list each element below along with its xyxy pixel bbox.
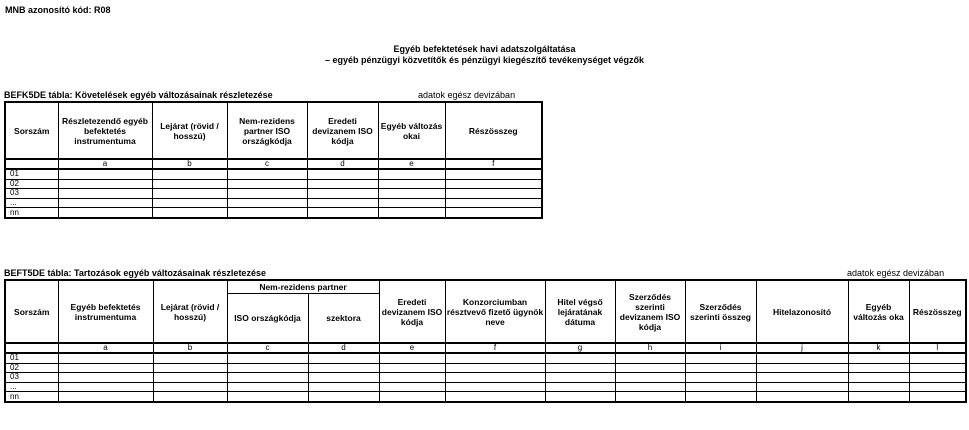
table-cell[interactable]	[58, 179, 152, 189]
t1-header-partner-iso: Nem-rezidens partner ISO országkódja	[227, 102, 307, 159]
table2-unit: adatok egész devizában	[847, 268, 945, 278]
table-cell[interactable]	[307, 208, 378, 218]
table-cell[interactable]	[615, 363, 685, 373]
t2-letter: l	[909, 343, 966, 353]
t2-header-lejarat: Lejárat (rövid / hosszú)	[153, 280, 227, 343]
table-row	[5, 363, 966, 373]
table-cell[interactable]	[227, 353, 308, 363]
table-cell[interactable]	[756, 353, 848, 363]
table-cell[interactable]	[152, 198, 227, 208]
t2-letter: j	[756, 343, 848, 353]
table1-letter-row	[5, 159, 542, 169]
table-row	[5, 189, 542, 199]
t1-letter: b	[152, 159, 227, 169]
table-cell[interactable]	[685, 353, 756, 363]
table-cell[interactable]	[685, 373, 756, 383]
table-cell[interactable]	[445, 179, 542, 189]
table-cell[interactable]	[153, 392, 227, 402]
table-cell[interactable]	[379, 392, 445, 402]
table-cell[interactable]	[378, 208, 445, 218]
table-cell[interactable]	[307, 198, 378, 208]
table-cell[interactable]	[379, 353, 445, 363]
table-cell[interactable]	[152, 169, 227, 179]
table-cell[interactable]	[545, 353, 615, 363]
table-cell[interactable]	[227, 392, 308, 402]
table-cell[interactable]	[58, 353, 153, 363]
t1-header-instrumentum: Részletezendő egyéb befektetés instrumentuma	[58, 102, 152, 159]
table-cell[interactable]	[152, 189, 227, 199]
table-row	[5, 392, 966, 402]
table-cell[interactable]	[445, 189, 542, 199]
table-cell[interactable]	[445, 353, 545, 363]
table-cell[interactable]	[756, 373, 848, 383]
table-cell[interactable]	[58, 198, 152, 208]
table-cell[interactable]	[378, 198, 445, 208]
table-row	[5, 382, 966, 392]
row-number: nn	[5, 208, 58, 218]
table2-letter-row	[5, 343, 966, 353]
table-row	[5, 169, 542, 179]
table-cell[interactable]	[227, 189, 307, 199]
table-cell[interactable]	[545, 392, 615, 402]
table-cell[interactable]	[848, 353, 909, 363]
t2-header-sorszam: Sorszám	[5, 280, 58, 343]
table-cell[interactable]	[848, 363, 909, 373]
table-cell[interactable]	[308, 373, 379, 383]
t2-letter: f	[445, 343, 545, 353]
t2-header-szerzodes-osszeg: Szerződés szerinti összeg	[685, 280, 756, 343]
t2-header-hitelazonosito: Hitelazonosító	[756, 280, 848, 343]
table-cell[interactable]	[909, 363, 966, 373]
t1-header-eredeti-deviza: Eredeti devizanem ISO kódja	[307, 102, 378, 159]
table-cell[interactable]	[227, 382, 308, 392]
table-cell[interactable]	[153, 363, 227, 373]
t2-letter: d	[308, 343, 379, 353]
table-cell[interactable]	[445, 198, 542, 208]
table-cell[interactable]	[153, 373, 227, 383]
table-cell[interactable]	[615, 353, 685, 363]
row-number: 02	[5, 363, 58, 373]
table-cell[interactable]	[227, 179, 307, 189]
table-row	[5, 179, 542, 189]
t1-letter: e	[378, 159, 445, 169]
table-cell[interactable]	[378, 179, 445, 189]
t2-letter: a	[58, 343, 153, 353]
table-cell[interactable]	[58, 373, 153, 383]
table-cell[interactable]	[58, 382, 153, 392]
table2-header-row-1	[5, 280, 966, 293]
table-cell[interactable]	[848, 373, 909, 383]
table-cell[interactable]	[378, 189, 445, 199]
table-cell[interactable]	[909, 373, 966, 383]
t1-header-reszosszeg: Részösszeg	[445, 102, 542, 159]
t1-letter	[5, 159, 58, 169]
row-number: ...	[5, 382, 58, 392]
table-cell[interactable]	[308, 363, 379, 373]
table1-header-row	[5, 102, 542, 159]
table-row	[5, 353, 966, 363]
table-cell[interactable]	[909, 353, 966, 363]
table-cell[interactable]	[615, 382, 685, 392]
row-number: nn	[5, 392, 58, 402]
table-cell[interactable]	[307, 169, 378, 179]
table-cell[interactable]	[756, 382, 848, 392]
table-cell[interactable]	[756, 392, 848, 402]
t2-letter: g	[545, 343, 615, 353]
t2-header-szerzodes-deviza: Szerződés szerinti devizanem ISO kódja	[615, 280, 685, 343]
table-cell[interactable]	[58, 392, 153, 402]
t2-letter	[5, 343, 58, 353]
table-cell[interactable]	[307, 189, 378, 199]
t2-letter: h	[615, 343, 685, 353]
table-cell[interactable]	[308, 392, 379, 402]
table2-desc: Tartozások egyéb változásainak részletezése	[74, 268, 266, 278]
t1-header-valtozas-okai: Egyéb változás okai	[378, 102, 445, 159]
t1-letter: d	[307, 159, 378, 169]
table1-name: BEFK5DE tábla:	[4, 90, 73, 100]
table-row	[5, 198, 542, 208]
table-cell[interactable]	[445, 373, 545, 383]
row-number: 02	[5, 179, 58, 189]
t2-letter: e	[379, 343, 445, 353]
table-cell[interactable]	[909, 392, 966, 402]
table-cell[interactable]	[227, 363, 308, 373]
table-cell[interactable]	[308, 353, 379, 363]
table-cell[interactable]	[58, 169, 152, 179]
table-cell[interactable]	[227, 169, 307, 179]
table-cell[interactable]	[308, 382, 379, 392]
t2-header-instrumentum: Egyéb befektetés instrumentuma	[58, 280, 153, 343]
table-row	[5, 208, 542, 218]
table-cell[interactable]	[152, 179, 227, 189]
t2-header-reszosszeg: Részösszeg	[909, 280, 966, 343]
row-number: 03	[5, 373, 58, 383]
table-cell[interactable]	[378, 169, 445, 179]
table-cell[interactable]	[227, 198, 307, 208]
t2-header-hitel-lejarat: Hitel végső lejáratának dátuma	[545, 280, 615, 343]
table-cell[interactable]	[379, 373, 445, 383]
mnb-code-label: MNB azonosító kód: R08	[5, 5, 111, 15]
table-cell[interactable]	[848, 392, 909, 402]
table-cell[interactable]	[227, 208, 307, 218]
t2-header-konzorcium: Konzorciumban résztvevő fizető ügynök neve	[445, 280, 545, 343]
table-cell[interactable]	[153, 353, 227, 363]
t1-header-sorszam: Sorszám	[5, 102, 58, 159]
table1-label	[4, 90, 273, 100]
row-number: 01	[5, 353, 58, 363]
t2-header-partner-group: Nem-rezidens partner	[227, 280, 379, 293]
row-number: 03	[5, 189, 58, 199]
table-cell[interactable]	[445, 392, 545, 402]
table-cell[interactable]	[545, 373, 615, 383]
row-number: 01	[5, 169, 58, 179]
t2-header-iso: ISO országkódja	[227, 293, 308, 343]
table-cell[interactable]	[379, 382, 445, 392]
table-cell[interactable]	[445, 382, 545, 392]
document-subtitle: – egyéb pénzügyi közvetítők és pénzügyi kiegészítő tevékenységet végzők	[324, 55, 645, 65]
table-cell[interactable]	[153, 382, 227, 392]
table-cell[interactable]	[58, 363, 153, 373]
table-cell[interactable]	[307, 179, 378, 189]
t1-letter: c	[227, 159, 307, 169]
table-cell[interactable]	[58, 189, 152, 199]
table1-desc: Követelések egyéb változásainak részletezése	[75, 90, 273, 100]
t1-letter: f	[445, 159, 542, 169]
table2-name: BEFT5DE tábla:	[4, 268, 72, 278]
t1-header-lejarat: Lejárat (rövid / hosszú)	[152, 102, 227, 159]
table-cell[interactable]	[58, 208, 152, 218]
t2-letter: i	[685, 343, 756, 353]
table-cell[interactable]	[909, 382, 966, 392]
t2-letter: b	[153, 343, 227, 353]
table-cell[interactable]	[848, 382, 909, 392]
t2-header-valtozas-oka: Egyéb változás oka	[848, 280, 909, 343]
table-cell[interactable]	[685, 392, 756, 402]
table1	[4, 101, 543, 219]
table2	[4, 279, 967, 403]
table-cell[interactable]	[227, 373, 308, 383]
table-cell[interactable]	[379, 363, 445, 373]
row-number: ...	[5, 198, 58, 208]
table-cell[interactable]	[615, 373, 685, 383]
table1-unit: adatok egész devizában	[418, 90, 516, 100]
t2-header-eredeti-deviza: Eredeti devizanem ISO kódja	[379, 280, 445, 343]
table-cell[interactable]	[445, 169, 542, 179]
t2-header-szektora: szektora	[308, 293, 379, 343]
table-cell[interactable]	[545, 382, 615, 392]
table-cell[interactable]	[615, 392, 685, 402]
table-cell[interactable]	[685, 382, 756, 392]
table-row	[5, 373, 966, 383]
table-cell[interactable]	[685, 363, 756, 373]
t2-letter: k	[848, 343, 909, 353]
table-cell[interactable]	[445, 363, 545, 373]
table-cell[interactable]	[152, 208, 227, 218]
t2-letter: c	[227, 343, 308, 353]
t1-letter: a	[58, 159, 152, 169]
table-cell[interactable]	[756, 363, 848, 373]
table2-label	[4, 268, 266, 278]
table-cell[interactable]	[545, 363, 615, 373]
document-title: Egyéb befektetések havi adatszolgáltatása	[393, 44, 576, 54]
table-cell[interactable]	[445, 208, 542, 218]
